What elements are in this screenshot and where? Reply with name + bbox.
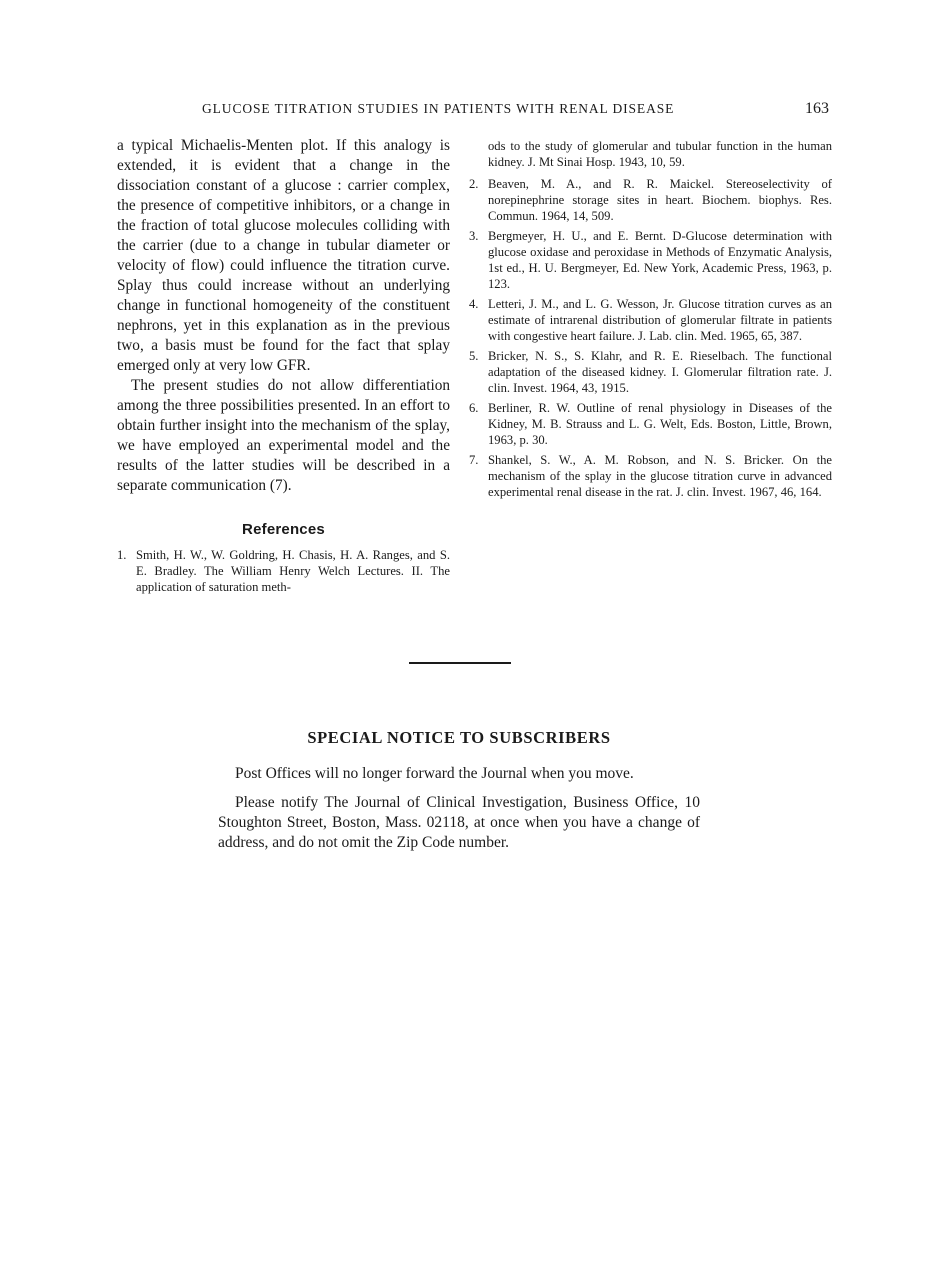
reference-number: 4. (469, 297, 479, 311)
section-divider (409, 662, 511, 664)
reference-item (469, 348, 832, 396)
reference-text: Letteri, J. M., and L. G. Wesson, Jr. Glucose titration curves as an estimate of intrarenal distribution of glomerular filtrate in patients with congestive heart failure. J. Lab. clin. Med. 1965, 65, 387. (488, 297, 832, 343)
reference-item (117, 547, 450, 595)
reference-item (469, 176, 832, 224)
reference-number: 6. (469, 401, 479, 415)
reference-number: 7. (469, 453, 479, 467)
reference-item (469, 296, 832, 344)
reference-text: Beaven, M. A., and R. R. Maickel. Stereoselectivity of norepinephrine storage sites in heart. Biochem. biophys. Res. Commun. 1964, 14, 509. (488, 177, 832, 223)
reference-item (469, 228, 832, 292)
running-title: GLUCOSE TITRATION STUDIES IN PATIENTS WITH RENAL DISEASE (202, 101, 675, 116)
reference-number: 1. (117, 548, 127, 562)
reference-number: 3. (469, 229, 479, 243)
reference-text: Bergmeyer, H. U., and E. Bernt. D-Glucose determination with glucose oxidase and peroxidase in Methods of Enzymatic Analysis, 1st ed., H. U. Bergmeyer, Ed. New York, Academic Press, 1963, p. 123. (488, 229, 832, 291)
right-column (469, 138, 832, 504)
body-paragraph-2: The present studies do not allow differentiation among the three possibilities presented. In an effort to obtain further insight into the mechanism of the splay, we have employed an experimental model and the results of the latter studies will be described in a separate communication (7). (117, 377, 450, 494)
notice-body (218, 764, 700, 862)
notice-paragraph-2: Please notify The Journal of Clinical Investigation, Business Office, 10 Stoughton Street, Boston, Mass. 02118, at once when you have a change of address, and do not omit the Zip Code number. (218, 794, 700, 851)
reference-text: Berliner, R. W. Outline of renal physiology in Diseases of the Kidney, M. B. Strauss and L. G. Welt, Eds. Boston, Little, Brown, 1963, p. 30. (488, 401, 832, 447)
reference-item (469, 452, 832, 500)
running-head (0, 101, 936, 121)
reference-text: Smith, H. W., W. Goldring, H. Chasis, H. A. Ranges, and S. E. Bradley. The William Henry Welch Lectures. II. The application of saturation meth- (136, 548, 450, 594)
reference-text: Shankel, S. W., A. M. Robson, and N. S. Bricker. On the mechanism of the splay in the glucose titration curve in advanced experimental renal disease in the rat. J. clin. Invest. 1967, 46, 164. (488, 453, 832, 499)
notice-title: SPECIAL NOTICE TO SUBSCRIBERS (307, 728, 611, 747)
reference-continuation: ods to the study of glomerular and tubular function in the human kidney. J. Mt Sinai Hosp. 1943, 10, 59. (488, 139, 832, 169)
left-column (117, 136, 450, 599)
reference-item (469, 400, 832, 448)
page-number: 163 (805, 100, 829, 117)
references-heading: References (242, 521, 325, 538)
notice-paragraph-1: Post Offices will no longer forward the Journal when you move. (235, 765, 634, 782)
reference-number: 2. (469, 177, 479, 191)
body-paragraph-1: a typical Michaelis-Menten plot. If this analogy is extended, it is evident that a change in the dissociation constant of a glucose : carrier complex, the presence of competitive inhibitors, or a change in the fraction of total glucose molecules colliding with the carrier (due to a change in tubular diameter or velocity of flow) could influence the titration curve. Splay thus could increase without an underlying change in functional homogeneity of the constituent nephrons, yet in this explanation as in the previous two, a basis must be found for the fact that splay emerged only at very low GFR. (117, 137, 450, 374)
reference-number: 5. (469, 349, 479, 363)
reference-text: Bricker, N. S., S. Klahr, and R. E. Rieselbach. The functional adaptation of the diseased kidney. I. Glomerular filtration rate. J. clin. Invest. 1964, 43, 1915. (488, 349, 832, 395)
